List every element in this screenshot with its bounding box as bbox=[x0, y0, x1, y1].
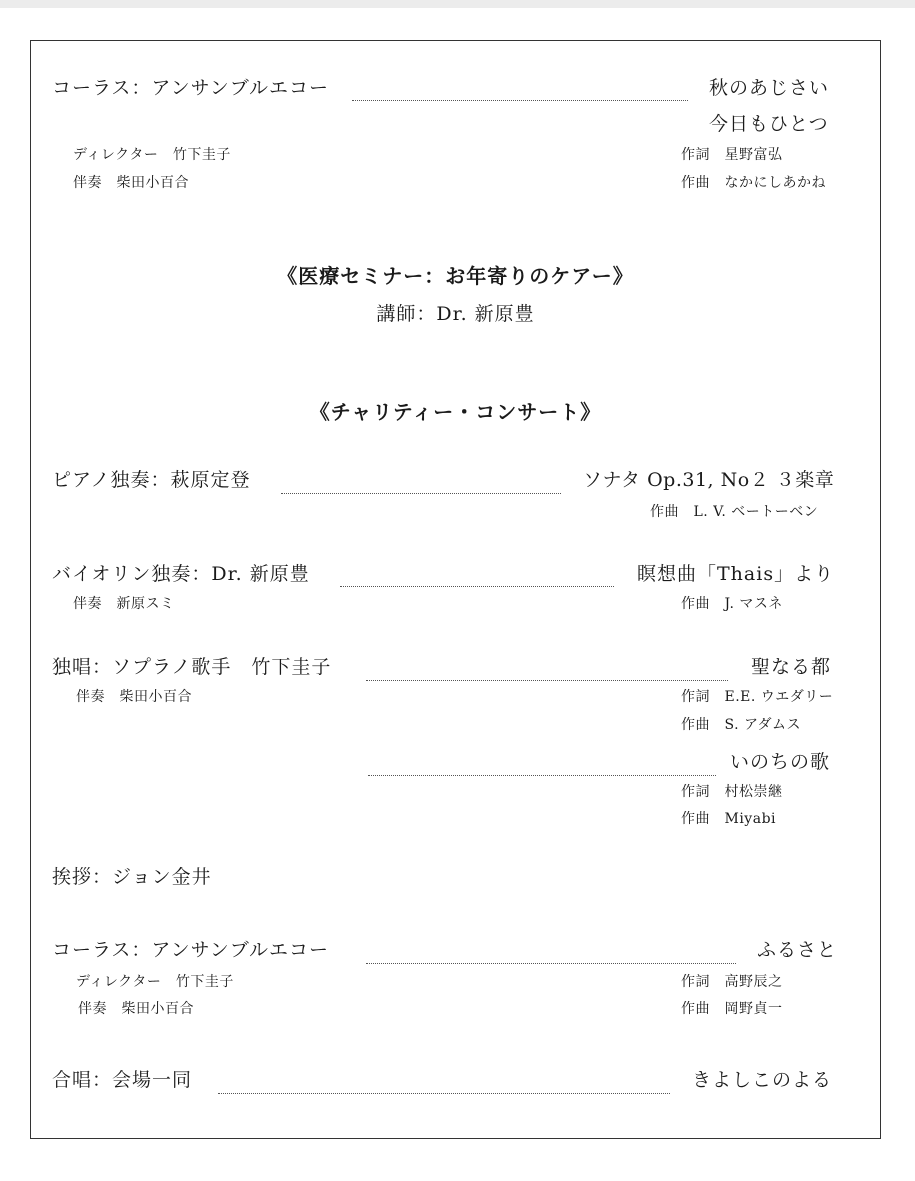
solo-composer-2: 作曲 Miyabi bbox=[681, 811, 777, 827]
violin-performer: バイオリン独奏：Dr. 新原豊 bbox=[52, 563, 310, 585]
chorus1-title-1: 秋のあじさい bbox=[709, 77, 830, 99]
greeting-text: 挨拶：ジョン金井 bbox=[52, 866, 212, 888]
solo-lyricist-2: 作詞 村松崇継 bbox=[681, 784, 783, 800]
dotted-leader bbox=[340, 586, 614, 587]
seminar-heading: 《医療セミナー：お年寄りのケアー》 bbox=[277, 264, 634, 288]
chorus2-performer: コーラス：アンサンブルエコー bbox=[52, 939, 329, 961]
dotted-leader bbox=[352, 100, 688, 101]
finale-performer: 合唱：会場一同 bbox=[52, 1069, 193, 1091]
piano-composer: 作曲 L. V. ベートーベン bbox=[650, 504, 819, 520]
dotted-leader bbox=[366, 680, 728, 681]
piano-title: ソナタ Op.31, No２ ３楽章 bbox=[583, 469, 835, 491]
dotted-leader bbox=[366, 963, 736, 964]
solo-title-2: いのちの歌 bbox=[730, 751, 831, 773]
chorus2-lyricist: 作詞 高野辰之 bbox=[681, 974, 783, 990]
solo-lyricist-1: 作詞 E.E. ウエダリー bbox=[681, 689, 834, 705]
chorus1-title-2: 今日もひとつ bbox=[709, 113, 829, 135]
chorus2-title: ふるさと bbox=[757, 939, 838, 961]
seminar-lecturer: 講師：Dr. 新原豊 bbox=[376, 303, 535, 325]
violin-accompanist: 伴奏 新原スミ bbox=[73, 596, 175, 612]
solo-composer-1: 作曲 S. アダムス bbox=[681, 717, 802, 733]
concert-heading: 《チャリティー・コンサート》 bbox=[309, 400, 602, 424]
dotted-leader bbox=[368, 775, 716, 776]
solo-title-1: 聖なる都 bbox=[751, 656, 832, 678]
top-bar bbox=[0, 0, 915, 8]
dotted-leader bbox=[281, 493, 561, 494]
solo-accompanist: 伴奏 柴田小百合 bbox=[76, 689, 192, 705]
chorus2-accompanist: 伴奏 柴田小百合 bbox=[78, 1001, 194, 1017]
chorus1-composer: 作曲 なかにしあかね bbox=[681, 175, 826, 191]
finale-title: きよしこのよる bbox=[692, 1069, 833, 1091]
dotted-leader bbox=[218, 1093, 670, 1094]
violin-title: 瞑想曲「Thais」より bbox=[637, 563, 835, 585]
chorus1-director: ディレクター 竹下圭子 bbox=[73, 147, 231, 163]
chorus1-performer: コーラス：アンサンブルエコー bbox=[52, 77, 329, 99]
chorus1-lyricist: 作詞 星野富弘 bbox=[681, 147, 783, 163]
violin-composer: 作曲 J. マスネ bbox=[681, 596, 783, 612]
piano-performer: ピアノ独奏：萩原定登 bbox=[52, 469, 251, 491]
chorus1-accompanist: 伴奏 柴田小百合 bbox=[73, 175, 189, 191]
solo-performer: 独唱：ソプラノ歌手 竹下圭子 bbox=[52, 656, 332, 678]
chorus2-director: ディレクター 竹下圭子 bbox=[76, 974, 234, 990]
chorus2-composer: 作曲 岡野貞一 bbox=[681, 1001, 783, 1017]
